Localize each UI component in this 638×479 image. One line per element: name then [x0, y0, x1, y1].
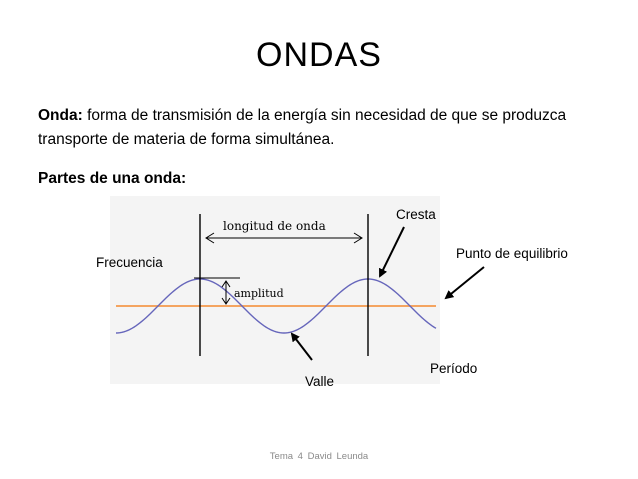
- equilibrio-arrow: [446, 267, 484, 298]
- footer-author: David Leunda: [307, 451, 369, 462]
- valle-label: Valle: [305, 374, 335, 389]
- slide-title: ONDAS: [256, 36, 382, 74]
- wave-diagram: [110, 196, 440, 384]
- punto-equilibrio-label: Punto de equilibrio: [456, 246, 568, 261]
- amplitude-label: amplitud: [234, 287, 284, 300]
- frecuencia-label: Frecuencia: [96, 255, 163, 270]
- parts-heading: Partes de una onda:: [38, 170, 187, 187]
- wave-diagram-svg: [110, 196, 440, 384]
- definition-line-1: forma de transmisión de la energía sin necesidad de que se produzca: [87, 107, 567, 124]
- footer-topic: Tema 4: [269, 451, 303, 462]
- periodo-label: Período: [430, 361, 478, 376]
- wavelength-label: longitud de onda: [223, 219, 326, 233]
- footer: [0, 451, 638, 462]
- cresta-label: Cresta: [396, 207, 436, 222]
- definition-term: Onda:: [38, 107, 83, 124]
- definition-paragraph: [38, 104, 608, 152]
- definition-line-2: transporte de materia de forma simultánea.: [38, 131, 335, 148]
